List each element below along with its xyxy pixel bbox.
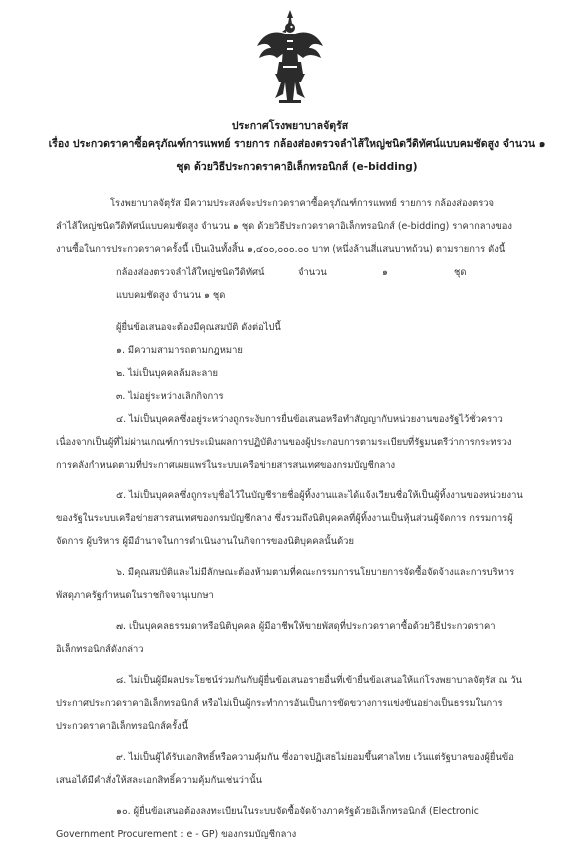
subject-line-2: ชุด ด้วยวิธีประกวดราคาอิเล็กทรอนิกส์ (e-bidding) (176, 161, 418, 173)
subject-line-1: เรื่อง ประกวดราคาซื้อครุภัณฑ์การแพทย์ รายการ กล้องส่องตรวจลำไส้ใหญ่ชนิดวีดิทัศน์แบบคมชัดสูง จำนวน ๑ (48, 138, 546, 150)
item-unit: ชุด (454, 267, 467, 278)
qualification-4-line-2: เนื่องจากเป็นผู้ที่ไม่ผ่านเกณฑ์การประเมินผลการปฏิบัติงานของผู้ประกอบการตามระเบียบที่รัฐมนตรีว่าการกระทรวง (56, 437, 512, 448)
qualifications-heading: ผู้ยื่นข้อเสนอจะต้องมีคุณสมบัติ ดังต่อไปนี้ (116, 322, 281, 333)
qualification-4-line-3: การคลังกำหนดตามที่ประกาศเผยแพร่ในระบบเครือข่ายสารสนเทศของกรมบัญชีกลาง (56, 460, 396, 471)
item-qty-label: จำนวน (298, 267, 327, 278)
item-name-line-2: แบบคมชัดสูง จำนวน ๑ ชุด (116, 290, 226, 301)
intro-line-2: ลำไส้ใหญ่ชนิดวีดิทัศน์แบบคมชัดสูง จำนวน ๑ ชุด ด้วยวิธีประกวดราคาอิเล็กทรอนิกส์ (e-bidding) ราคากลางของ (56, 221, 512, 232)
intro-line-1: โรงพยาบาลจัตุรัส มีความประสงค์จะประกวดราคาซื้อครุภัณฑ์การแพทย์ รายการ กล้องส่องตรวจ (110, 198, 495, 209)
garuda-emblem-icon (255, 8, 325, 106)
qualification-5-line-3: จัดการ ผู้บริหาร ผู้มีอำนาจในการดำเนินงานในกิจการของนิติบุคคลนั้นด้วย (56, 536, 354, 547)
qualification-7-line-1: ๗. เป็นบุคคลธรรมดาหรือนิติบุคคล ผู้มีอาชีพให้ขายพัสดุที่ประกวดราคาซื้อด้วยวิธีประกวดราคา (116, 621, 496, 632)
qualification-8-line-3: ประกวดราคาอิเล็กทรอนิกส์ครั้งนี้ (56, 721, 189, 732)
qualification-9-line-2: เสนอได้มีคำสั่งให้สละเอกสิทธิ์ความคุ้มกันเช่นว่านั้น (56, 775, 263, 786)
qualification-6-line-2: พัสดุภาครัฐกำหนดในราชกิจจานุเบกษา (56, 590, 214, 601)
qualification-1: ๑. มีความสามารถตามกฎหมาย (116, 345, 243, 356)
qualification-10-line-2: Government Procurement : e - GP) ของกรมบัญชีกลาง (56, 829, 297, 840)
announcement-title: ประกาศโรงพยาบาลจัตุรัส (231, 120, 349, 132)
qualification-8-line-2: ประกาศประกวดราคาอิเล็กทรอนิกส์ หรือไม่เป็นผู้กระทำการอันเป็นการขัดขวางการแข่งขันอย่างเป็นธรรมในการ (56, 698, 503, 709)
qualification-7-line-2: อิเล็กทรอนิกส์ดังกล่าว (56, 644, 144, 655)
qualification-5-line-2: ของรัฐในระบบเครือข่ายสารสนเทศของกรมบัญชีกลาง ซึ่งรวมถึงนิติบุคคลที่ผู้ทิ้งงานเป็นหุ้นส่วนผู้จัดการ กรรมการผู้ (56, 513, 513, 524)
qualification-2: ๒. ไม่เป็นบุคคลล้มละลาย (116, 368, 219, 379)
qualification-5-line-1: ๕. ไม่เป็นบุคคลซึ่งถูกระบุชื่อไว้ในบัญชีรายชื่อผู้ทิ้งงานและได้แจ้งเวียนชื่อให้เป็นผู้ทิ้งงานของหน่วยงาน (116, 490, 523, 501)
item-qty-value: ๑ (382, 267, 388, 278)
qualification-10-line-1: ๑๐. ผู้ยื่นข้อเสนอต้องลงทะเบียนในระบบจัดซื้อจัดจ้างภาครัฐด้วยอิเล็กทรอนิกส์ (Electronic (116, 806, 479, 817)
qualification-6-line-1: ๖. มีคุณสมบัติและไม่มีลักษณะต้องห้ามตามที่คณะกรรมการนโยบายการจัดซื้อจัดจ้างและการบริหาร (116, 567, 515, 578)
subject-heading (42, 133, 552, 179)
qualification-4-line-1: ๔. ไม่เป็นบุคคลซึ่งอยู่ระหว่างถูกระงับการยื่นข้อเสนอหรือทำสัญญากับหน่วยงานของรัฐไว้ชั่วคราว (116, 414, 503, 425)
item-name-line-1: กล้องส่องตรวจลำไส้ใหญ่ชนิดวีดิทัศน์ (116, 267, 265, 278)
qualification-9-line-1: ๙. ไม่เป็นผู้ได้รับเอกสิทธิ์หรือความคุ้มกัน ซึ่งอาจปฏิเสธไม่ยอมขึ้นศาลไทย เว้นแต่รัฐบาลของผู้ยื่นข้อ (116, 752, 514, 763)
intro-line-3: งานซื้อในการประกวดราคาครั้งนี้ เป็นเงินทั้งสิ้น ๑,๔๐๐,๐๐๐.๐๐ บาท (หนึ่งล้านสี่แสนบาทถ้วน) ตามรายการ ดังนี้ (56, 244, 506, 255)
qualification-8-line-1: ๘. ไม่เป็นผู้มีผลประโยชน์ร่วมกันกับผู้ยื่นข้อเสนอรายอื่นที่เข้ายื่นข้อเสนอให้แก่โรงพยาบาลจัตุรัส ณ วัน (116, 675, 522, 686)
qualification-3: ๓. ไม่อยู่ระหว่างเลิกกิจการ (116, 391, 224, 402)
